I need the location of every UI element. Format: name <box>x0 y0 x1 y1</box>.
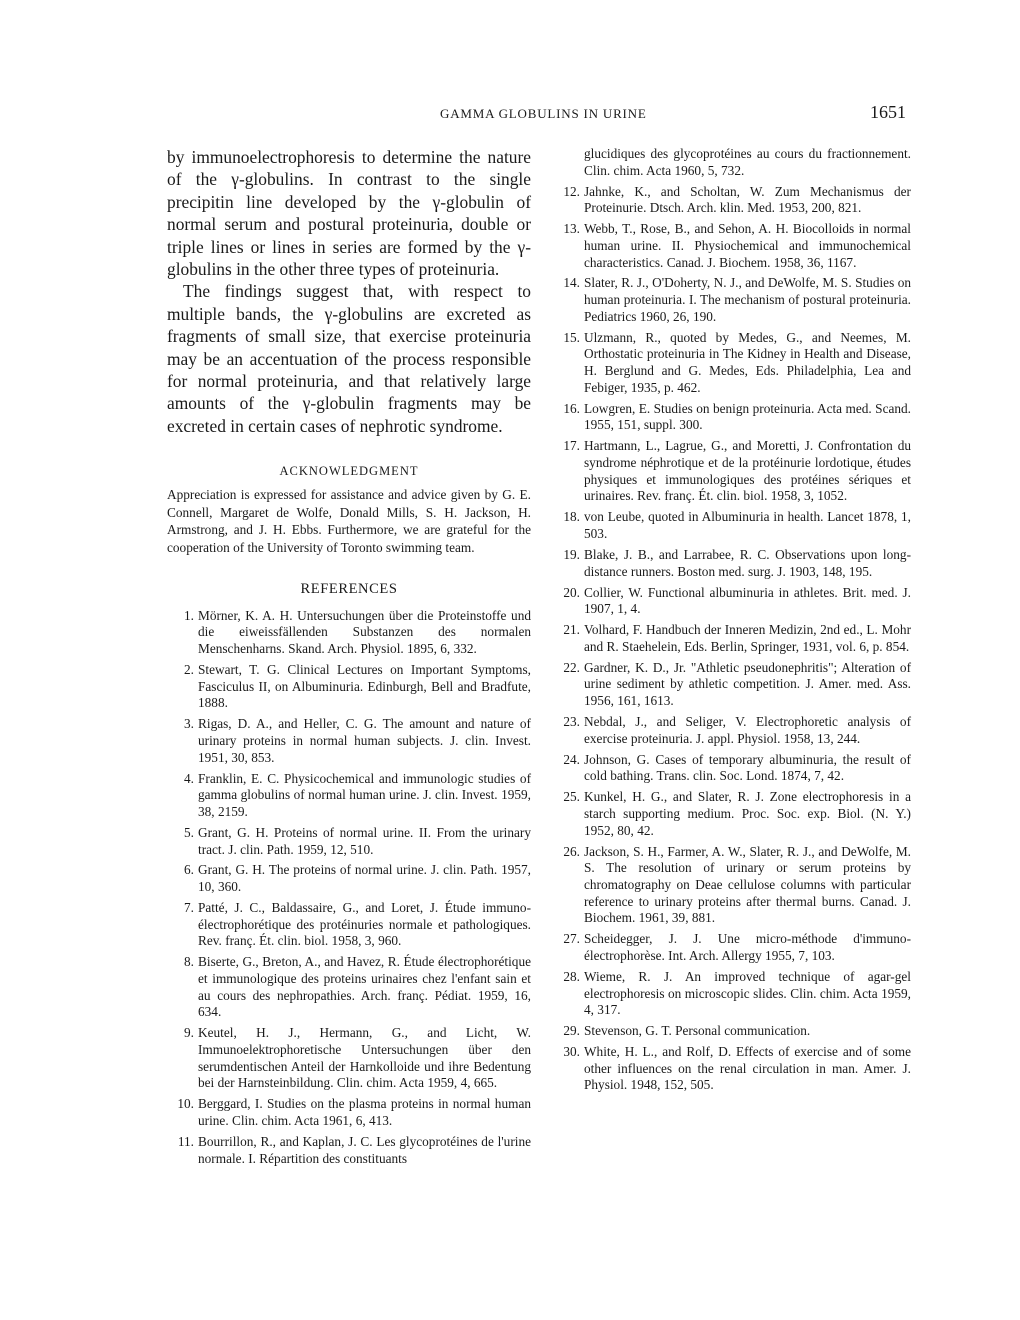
reference-item <box>553 184 911 217</box>
reference-number: 11. <box>177 1133 194 1149</box>
references-heading: REFERENCES <box>300 580 398 597</box>
reference-number: 6. <box>184 862 194 878</box>
reference-number: 15. <box>563 329 580 345</box>
reference-number: 9. <box>184 1025 194 1041</box>
reference-text: glucidiques des glycoprotéines au cours du fractionnement. Clin. chim. Acta 1960, 5, 732. <box>584 146 911 178</box>
reference-text: Franklin, E. C. Physicochemical and immunologic studies of gamma globulins of normal human urine. J. clin. Invest. 1959, 38, 2159. <box>198 770 531 819</box>
reference-number: 20. <box>563 584 580 600</box>
body-paragraph: The findings suggest that, with respect to multiple bands, the γ-globulins are excreted as fragments of small size, that exercise proteinuria may be an accentuation of the process responsible for normal proteinuria, and that relatively large amounts of the γ-globulin fragments may be excreted in certain cases of nephrotic syndrome. <box>167 281 531 436</box>
reference-text: Keutel, H. J., Hermann, G., and Licht, W. Immunoelektrophoretische Untersuchungen über den serumdentischen Anteil der Harnkolloide und ihre Bedentung bei der Harnsteinbildung. Clin. chim. Acta 1959, 4, 665. <box>198 1025 531 1091</box>
reference-text: Volhard, F. Handbuch der Inneren Medizin, 2nd ed., L. Mohr and R. Staehelein, Eds. Berlin, Springer, 1931, vol. 6, p. 854. <box>584 622 911 654</box>
reference-item <box>553 714 911 747</box>
reference-text: Kunkel, H. G., and Slater, R. J. Zone electrophoresis in a starch supporting medium. Proc. Soc. exp. Biol. (N. Y.) 1952, 80, 42. <box>584 789 911 838</box>
reference-text: Nebdal, J., and Seliger, V. Electrophoretic analysis of exercise proteinuria. J. appl. Physiol. 1958, 13, 244. <box>584 714 911 746</box>
reference-text: Johnson, G. Cases of temporary albuminuria, the result of cold bathing. Trans. clin. Soc. Lond. 1874, 7, 42. <box>584 751 911 784</box>
page-number: 1651 <box>870 102 906 122</box>
reference-item <box>553 401 911 434</box>
body-paragraph: by immunoelectrophoresis to determine the nature of the γ-globulins. In contrast to the single precipitin line developed by the γ-globulin of normal serum and postural proteinuria, double or triple lines or lines in series are formed by the γ-globulins in the other three types of proteinuria. <box>167 147 531 280</box>
reference-number: 10. <box>177 1096 194 1112</box>
reference-text: Gardner, K. D., Jr. "Athletic pseudonephritis"; Alteration of urine sediment by athletic competition. J. Amer. med. Ass. 1956, 161, 1613. <box>584 659 911 709</box>
reference-item <box>167 1025 531 1092</box>
reference-number: 3. <box>184 716 194 732</box>
reference-item <box>167 771 531 821</box>
reference-number: 8. <box>184 954 194 970</box>
reference-text: von Leube, quoted in Albuminuria in health. Lancet 1878, 1, 503. <box>584 509 911 542</box>
reference-number: 12. <box>563 183 580 199</box>
acknowledgment-text: Appreciation is expressed for assistance and advice given by G. E. Connell, Margaret de Wolfe, Donald Mills, S. H. Jackson, H. Armstrong, and J. H. Ebbs. Furthermore, we are grateful for the cooperation of the University of Toronto swimming team. <box>167 487 531 556</box>
reference-item <box>167 662 531 712</box>
reference-item <box>553 330 911 397</box>
reference-text: Wieme, R. J. An improved technique of agar-gel electrophoresis on microscopic slides. Clin. chim. Acta 1959, 4, 317. <box>584 968 911 1018</box>
reference-text: Berggard, I. Studies on the plasma proteins in normal human urine. Clin. chim. Acta 1961, 6, 413. <box>198 1096 531 1129</box>
reference-item <box>167 862 531 895</box>
reference-number: 21. <box>563 622 580 638</box>
acknowledgment-heading: ACKNOWLEDGMENT <box>279 464 419 479</box>
reference-number: 23. <box>563 714 580 730</box>
reference-text: Collier, W. Functional albuminuria in athletes. Brit. med. J. 1907, 1, 4. <box>584 584 911 617</box>
reference-number: 7. <box>184 900 194 916</box>
reference-item <box>553 585 911 618</box>
reference-text: Mörner, K. A. H. Untersuchungen über die Proteinstoffe und die eiweissfällenden Substanzen des normalen Menschenharns. Skand. Arch. Physiol. 1895, 6, 332. <box>198 607 531 657</box>
reference-item <box>167 954 531 1021</box>
reference-number: 5. <box>184 824 194 840</box>
reference-text: Stewart, T. G. Clinical Lectures on Important Symptoms, Fasciculus II, on Albuminuria. Edinburgh, Bell and Bradfute, 1888. <box>198 661 531 711</box>
reference-text: Rigas, D. A., and Heller, C. G. The amount and nature of urinary proteins in normal human subjects. J. clin. Invest. 1951, 30, 853. <box>198 716 531 765</box>
reference-number: 25. <box>563 789 580 805</box>
reference-item <box>553 969 911 1019</box>
reference-item <box>553 221 911 271</box>
reference-item <box>167 608 531 658</box>
reference-item <box>553 275 911 325</box>
reference-number: 30. <box>563 1044 580 1060</box>
reference-item <box>167 716 531 766</box>
reference-list-right <box>553 146 911 1094</box>
reference-number: 13. <box>563 221 580 237</box>
reference-text: Biserte, G., Breton, A., and Havez, R. Étude électrophorétique et immunologique des proteins urinaires chez l'enfant sain et au cours des nephropathies. Arch. franç. Pédiat. 1959, 16, 634. <box>198 954 531 1020</box>
reference-text: Blake, J. B., and Larrabee, R. C. Observations upon long-distance runners. Boston med. surg. J. 1903, 148, 195. <box>584 546 911 579</box>
reference-number: 22. <box>563 659 580 675</box>
reference-item <box>553 547 911 580</box>
reference-text: Patté, J. C., Baldassaire, G., and Loret, J. Étude immuno-électrophorétique des protéinuries normale et pathologiques. Rev. franç. Ét. clin. biol. 1958, 3, 960. <box>198 900 531 949</box>
reference-item <box>553 1023 911 1040</box>
reference-number: 1. <box>184 607 194 623</box>
reference-item <box>553 931 911 964</box>
reference-item <box>167 1134 531 1167</box>
reference-number: 28. <box>563 968 580 984</box>
reference-text: Grant, G. H. The proteins of normal urine. J. clin. Path. 1957, 10, 360. <box>198 862 531 895</box>
right-column <box>553 146 911 1098</box>
reference-number: 29. <box>563 1023 580 1039</box>
reference-item <box>553 509 911 542</box>
reference-number: 4. <box>184 770 194 786</box>
reference-number: 19. <box>563 546 580 562</box>
reference-number: 16. <box>563 400 580 416</box>
reference-text: White, H. L., and Rolf, D. Effects of exercise and of some other influences on the renal circulation in man. Amer. J. Physiol. 1948, 152, 505. <box>584 1044 911 1093</box>
reference-text: Scheidegger, J. J. Une micro-méthode d'immuno-électrophorèse. Int. Arch. Allergy 1955, 7, 103. <box>584 931 911 963</box>
reference-number: 14. <box>563 275 580 291</box>
reference-text: Lowgren, E. Studies on benign proteinuria. Acta med. Scand. 1955, 151, suppl. 300. <box>584 400 911 433</box>
reference-item <box>167 900 531 950</box>
reference-list-left <box>167 608 531 1168</box>
reference-item <box>553 1044 911 1094</box>
reference-item <box>553 622 911 655</box>
reference-number: 2. <box>184 661 194 677</box>
reference-item <box>553 752 911 785</box>
reference-number: 17. <box>563 438 580 454</box>
reference-text: Grant, G. H. Proteins of normal urine. II. From the urinary tract. J. clin. Path. 1959, 12, 510. <box>198 824 531 857</box>
reference-text: Stevenson, G. T. Personal communication. <box>584 1023 811 1039</box>
reference-text: Jackson, S. H., Farmer, A. W., Slater, R. J., and DeWolfe, M. S. The resolution of urinary or serum proteins by chromatography on Deae cellulose columns with particular reference to urinary proteins after thermal burns. Canad. J. Biochem. 1961, 39, 881. <box>584 843 911 926</box>
reference-text: Ulzmann, R., quoted by Medes, G., and Neemes, M. Orthostatic proteinuria in The Kidney in Health and Disease, H. Berglund and G. Medes, Eds. Philadelphia, Lea and Febiger, 1935, p. 462. <box>584 329 911 395</box>
reference-item <box>553 438 911 505</box>
reference-number: 26. <box>563 843 580 859</box>
reference-number: 24. <box>563 751 580 767</box>
reference-text: Hartmann, L., Lagrue, G., and Moretti, J. Confrontation du syndrome néphrotique et de la protéinurie lordotique, études physiques et immunologiques des protéines sériques et urinaires. Rev. franç. Ét. clin. biol. 1958, 3, 1052. <box>584 438 911 504</box>
left-column <box>167 146 531 1172</box>
reference-item <box>167 825 531 858</box>
reference-item <box>553 146 911 179</box>
reference-item <box>167 1096 531 1129</box>
reference-item <box>553 660 911 710</box>
running-title: GAMMA GLOBULINS IN URINE <box>440 106 647 121</box>
reference-item <box>553 789 911 839</box>
reference-text: Slater, R. J., O'Doherty, N. J., and DeWolfe, M. S. Studies on human proteinuria. I. The mechanism of postural proteinuria. Pediatrics 1960, 26, 190. <box>584 275 911 324</box>
reference-item <box>553 844 911 928</box>
reference-text: Bourrillon, R., and Kaplan, J. C. Les glycoprotéines de l'urine normale. I. Répartition des constituants <box>198 1133 531 1166</box>
reference-text: Jahnke, K., and Scholtan, W. Zum Mechanismus der Proteinurie. Dtsch. Arch. klin. Med. 1953, 200, 821. <box>584 183 911 216</box>
reference-text: Webb, T., Rose, B., and Sehon, A. H. Biocolloids in normal human urine. II. Physiochemical and immunochemical characteristics. Canad. J. Biochem. 1958, 36, 1167. <box>584 221 911 270</box>
reference-number: 27. <box>563 931 580 947</box>
reference-number: 18. <box>563 509 580 525</box>
